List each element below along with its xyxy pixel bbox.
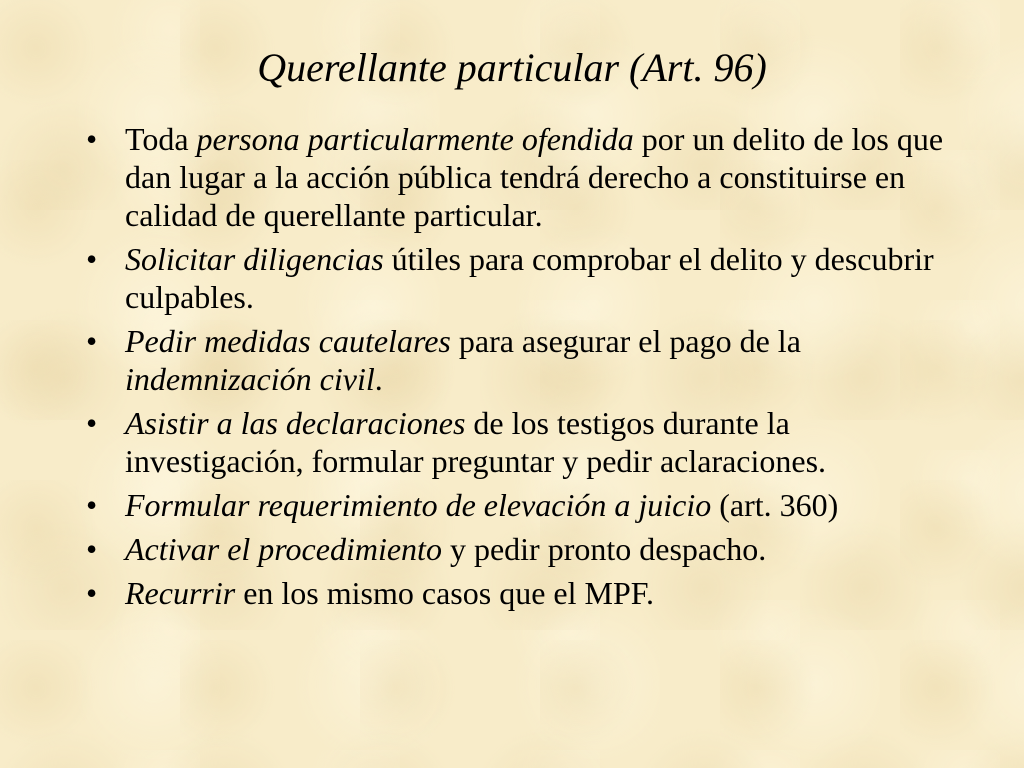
bullet-item <box>84 120 954 234</box>
bullet-item <box>84 530 954 568</box>
bullet-emphasis: Recurrir <box>125 575 236 611</box>
bullet-text: Toda <box>125 121 197 157</box>
slide-title: Querellante particular (Art. 96) <box>257 45 767 90</box>
bullet-list <box>84 120 954 618</box>
bullet-item <box>84 486 954 524</box>
bullet-emphasis: Solicitar diligencias <box>125 241 384 277</box>
bullet-marker: • <box>86 531 98 567</box>
bullet-marker: • <box>86 121 98 157</box>
bullet-text: . <box>374 361 383 397</box>
bullet-marker: • <box>86 241 98 277</box>
bullet-item <box>84 322 954 398</box>
bullet-emphasis: Asistir a las declaraciones <box>125 405 466 441</box>
bullet-marker: • <box>86 487 98 523</box>
bullet-marker: • <box>86 323 98 359</box>
bullet-emphasis: Formular requerimiento de elevación a juicio <box>125 487 712 523</box>
bullet-marker: • <box>86 405 98 441</box>
bullet-text: útiles para comprobar el delito y descubrir culpables. <box>125 241 934 315</box>
bullet-item <box>84 240 954 316</box>
bullet-item <box>84 404 954 480</box>
bullet-text: por un delito de los que dan lugar a la acción pública tendrá derecho a constituirse en calidad de querellante particular. <box>125 121 944 233</box>
bullet-item <box>84 574 954 612</box>
bullet-emphasis: persona particularmente ofendida <box>196 121 634 157</box>
bullet-emphasis: Activar el procedimiento <box>125 531 442 567</box>
bullet-marker: • <box>86 575 98 611</box>
bullet-text: (art. 360) <box>711 487 839 523</box>
bullet-text: y pedir pronto despacho. <box>441 531 767 567</box>
bullet-text: en los mismo casos que el MPF. <box>235 575 654 611</box>
bullet-emphasis: indemnización civil <box>125 361 375 397</box>
bullet-text: para asegurar el pago de la <box>450 323 801 359</box>
bullet-emphasis: Pedir medidas cautelares <box>125 323 451 359</box>
bullet-text: de los testigos durante la investigación, formular preguntar y pedir aclaraciones. <box>125 405 827 479</box>
